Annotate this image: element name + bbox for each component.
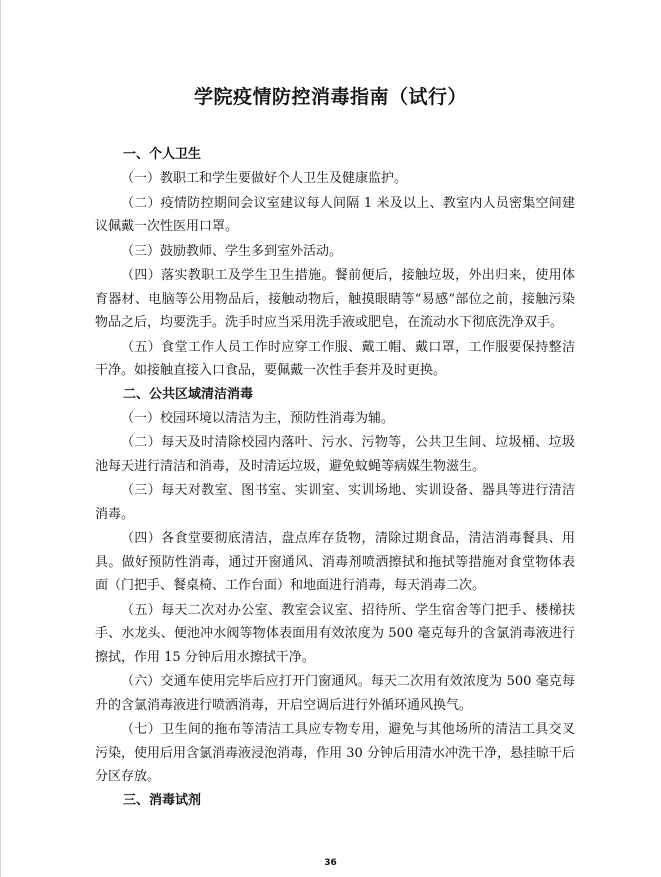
paragraph: （二）每天及时清除校园内落叶、污水、污物等，公共卫生间、垃圾桶、垃圾池每天进行清洁和消毒，及时清运垃圾，避免蚊蝇等病媒生物滋生。 (95, 435, 575, 474)
section-heading: 三、消毒试剂 (123, 792, 202, 808)
paragraph: （三）每天对教室、图书室、实训室、实训场地、实训设备、器具等进行清洁消毒。 (95, 483, 575, 522)
document-title: 学院疫情防控消毒指南（试行） (193, 86, 467, 108)
section-personal-hygiene (95, 144, 575, 383)
page-number: 36 (324, 858, 337, 868)
paragraph: （二）疫情防控期间会议室建议每人间隔 1 米及以上、教室内人员密集空间建议佩戴一次性医用口罩。 (95, 195, 575, 234)
section-heading: 二、公共区域清洁消毒 (123, 386, 254, 402)
document-body (95, 144, 575, 813)
paragraph: （五）每天二次对办公室、教室会议室、招待所、学生宿舍等门把手、楼梯扶手、水龙头、便池冲水阀等物体表面用有效浓度为 500 毫克每升的含氯消毒液进行擦拭，作用 15 分钟后用水擦拭干净。 (95, 602, 575, 665)
section-public-area-disinfection (95, 384, 575, 789)
paragraph: （一）校园环境以清洁为主，预防性消毒为辅。 (121, 410, 395, 426)
paragraph: （三）鼓励教师、学生多到室外活动。 (121, 243, 343, 259)
paragraph: （七）卫生间的拖布等清洁工具应专物专用，避免与其他场所的清洁工具交叉污染，使用后用含氯消毒液浸泡消毒，作用 30 分钟后用清水冲洗干净，悬挂晾干后分区存放。 (95, 722, 575, 784)
paragraph: （六）交通车使用完毕后应打开门窗通风。每天二次用有效浓度为 500 毫克每升的含氯消毒液进行喷洒消毒，开启空调后进行外循环通风换气。 (95, 674, 575, 713)
paragraph: （一）教职工和学生要做好个人卫生及健康监护。 (121, 171, 408, 186)
paragraph: （四）各食堂要彻底清洁，盘点库存货物，清除过期食品，清洁消毒餐具、用具。做好预防性消毒，通过开窗通风、消毒剂喷洒擦拭和拖拭等措施对食堂物体表面（门把手、餐桌椅、工作台面）和地面进行消毒，每天消毒二次。 (95, 531, 575, 593)
section-heading: 一、个人卫生 (123, 147, 202, 162)
paragraph: （五）食堂工作人员工作时应穿工作服、戴工帽、戴口罩，工作服要保持整洁干净。如接触直接入口食品，要佩戴一次性手套并及时更换。 (95, 339, 575, 378)
paragraph: （四）落实教职工及学生卫生措施。餐前便后，接触垃圾，外出归来，使用体育器材、电脑等公用物品后，接触动物后，触摸眼睛等“易感”部位之前，接触污染物品之后，均要洗手。洗手时应当采用洗手液或肥皂，在流动水下彻底洗净双手。 (95, 268, 575, 330)
section-disinfectants (95, 790, 575, 812)
